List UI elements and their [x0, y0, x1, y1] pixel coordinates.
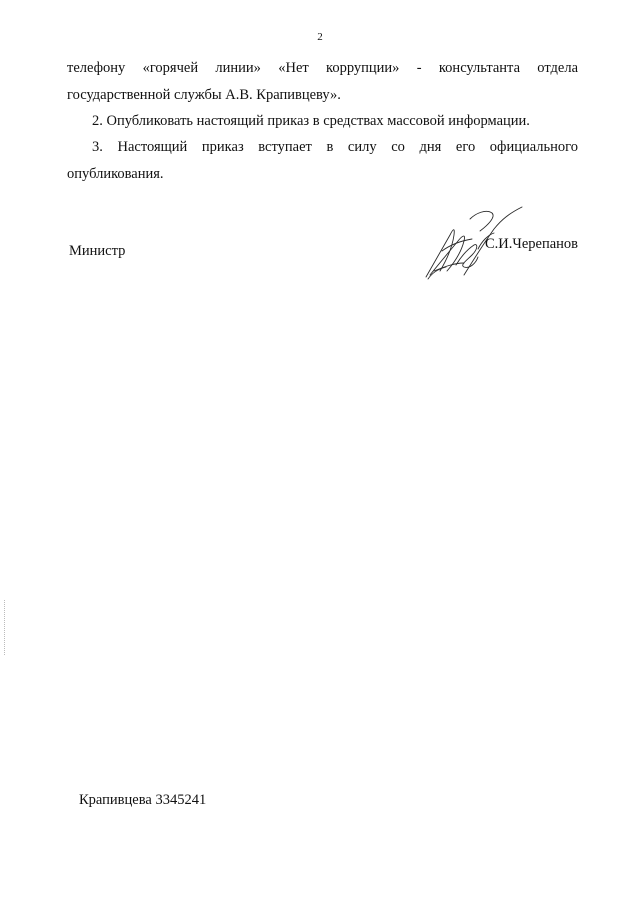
paragraph-line: телефону «горячей линии» «Нет коррупции» - консультанта отдела — [67, 60, 578, 76]
signer-name: С.И.Черепанов — [485, 236, 578, 252]
paragraph-continuation — [67, 55, 578, 109]
executor-contact: Крапивцева 3345241 — [79, 792, 207, 808]
signer-role: Министр — [69, 243, 126, 259]
paragraph-item-3 — [67, 134, 578, 188]
paragraph-line: опубликования. — [67, 166, 164, 182]
paragraph-item-2 — [67, 108, 578, 135]
page-number: 2 — [317, 31, 323, 43]
scan-margin-mark — [4, 600, 6, 655]
paragraph-line: 3. Настоящий приказ вступает в силу со дня его официального — [92, 139, 578, 155]
paragraph-line: государственной службы А.В. Крапивцеву». — [67, 87, 341, 103]
paragraph-line: 2. Опубликовать настоящий приказ в средствах массовой информации. — [92, 113, 530, 129]
